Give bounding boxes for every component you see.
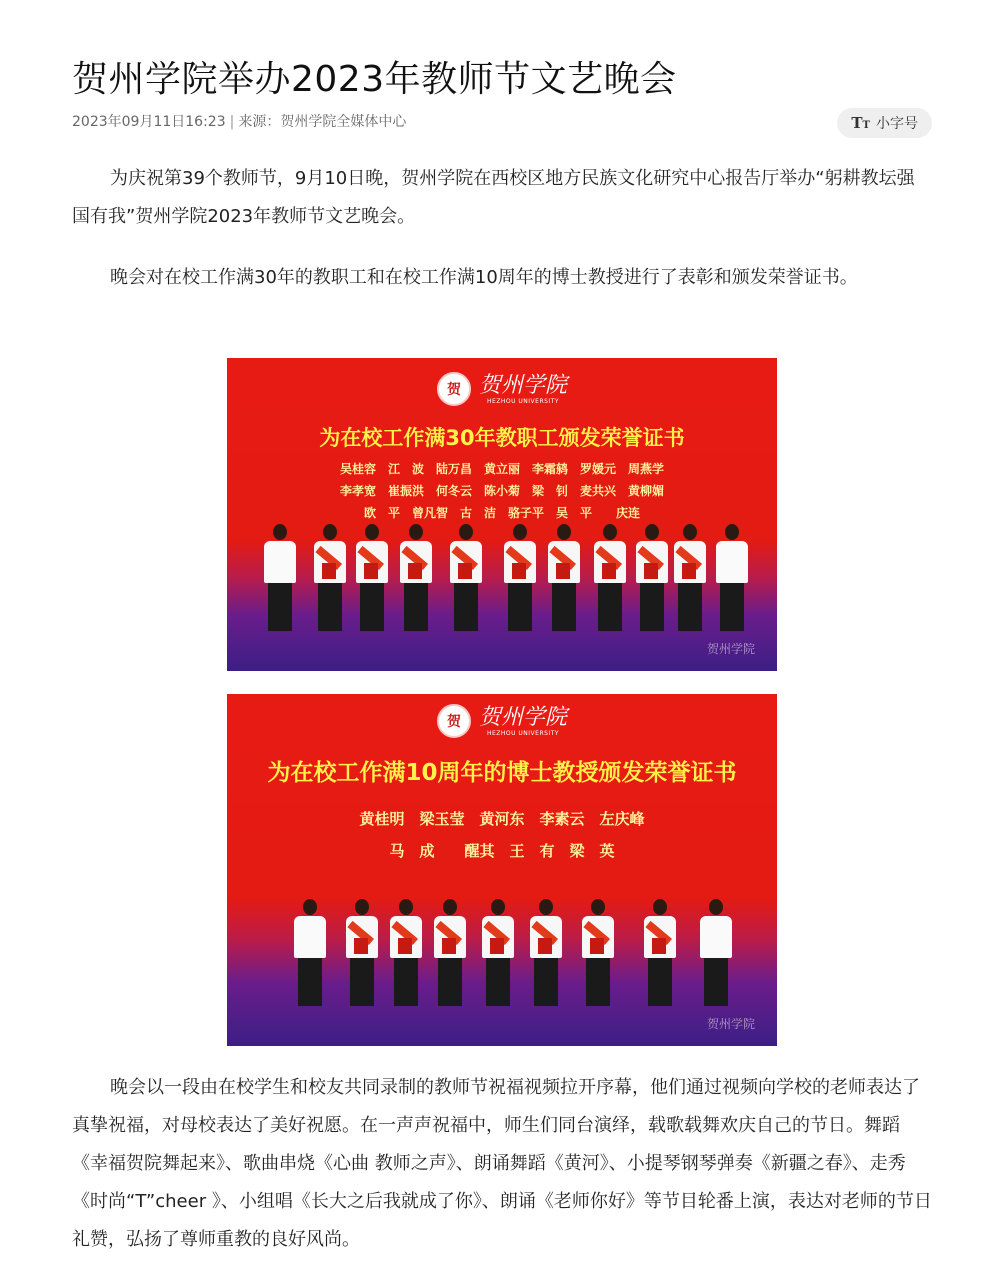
honoree-names-row: 马 成 醒其 王 有 梁 英	[389, 842, 615, 860]
honoree-names-row: 李孝宽 崔振洪 何冬云 陈小菊 梁 钊 麦共兴 黄柳媚	[339, 484, 664, 498]
honoree-names-row: 吴桂容 江 波 陆万昌 黄立丽 李霜鸫 罗媛元 周燕学	[339, 462, 664, 476]
font-size-label: 小字号	[876, 116, 918, 132]
award-photo-10-years	[227, 694, 777, 1046]
font-size-toggle-button[interactable]	[837, 108, 932, 138]
article-title: 贺州学院举办2023年教师节文艺晚会	[72, 59, 677, 101]
person	[449, 524, 483, 631]
person	[345, 899, 379, 1006]
article-meta	[72, 111, 406, 133]
publish-date: 2023年09月11日16:23	[72, 114, 226, 130]
paragraph-awards: 晚会对在校工作满30年的教职工和在校工作满10周年的博士教授进行了表彰和颁发荣誉证书。	[110, 267, 858, 288]
award-photo-30-years	[227, 358, 777, 671]
person	[593, 524, 627, 631]
person	[313, 524, 347, 631]
person	[481, 899, 515, 1006]
university-name-en: HEZHOU UNIVERSITY	[486, 729, 560, 737]
photo-banner: 为在校工作满30年教职工颁发荣誉证书	[319, 426, 685, 450]
person	[355, 524, 389, 631]
person	[529, 899, 563, 1006]
person	[673, 524, 707, 631]
photo-banner: 为在校工作满10周年的博士教授颁发荣誉证书	[267, 760, 737, 786]
person	[263, 524, 297, 631]
photo-watermark: 贺州学院	[706, 642, 755, 656]
university-seal-icon: 贺	[437, 704, 471, 738]
article-source: 来源：贺州学院全媒体中心	[238, 114, 407, 130]
paragraph-performances: 晚会以一段由在校学生和校友共同录制的教师节祝福视频拉开序幕，他们通过视频向学校的老师表达了真挚祝福，对母校表达了美好祝愿。在一声声祝福中，师生们同台演绎，载歌载舞欢庆自己的节日。舞蹈《幸福贺院舞起来》、歌曲串烧《心曲 教师之声》、朗诵舞蹈《黄河》、小提琴钢琴弹奏《新疆之春》、走秀《时尚“T”cheer 》、小组唱《长大之后我就成了你》、朗诵《老师你好》等节目轮番上演，表达对老师的节日礼赞，弘扬了尊师重教的良好风尚。	[72, 1077, 932, 1250]
paragraph-intro: 为庆祝第39个教师节，9月10日晚，贺州学院在西校区地方民族文化研究中心报告厅举办“躬耕教坛强国有我”贺州学院2023年教师节文艺晚会。	[72, 168, 915, 227]
university-seal-icon: 贺	[437, 372, 471, 406]
university-name-en: HEZHOU UNIVERSITY	[486, 397, 560, 405]
stage-group	[227, 358, 777, 671]
person	[581, 899, 615, 1006]
person	[715, 524, 749, 631]
university-name: 贺州学院	[478, 372, 567, 398]
person	[503, 524, 537, 631]
text-size-icon: TT	[851, 114, 870, 132]
meta-separator: |	[229, 114, 235, 130]
university-name: 贺州学院	[478, 704, 567, 730]
person	[699, 899, 733, 1006]
person	[433, 899, 467, 1006]
person	[547, 524, 581, 631]
person	[635, 524, 669, 631]
person	[399, 524, 433, 631]
person	[643, 899, 677, 1006]
person	[293, 899, 327, 1006]
honoree-names-row: 黄桂明 梁玉莹 黄河东 李素云 左庆峰	[359, 810, 645, 828]
stage-group	[227, 694, 777, 1046]
honoree-names-row: 欧 平 曾凡智 古 洁 骆子平 吴 平 庆连	[363, 506, 640, 520]
person	[389, 899, 423, 1006]
photo-watermark: 贺州学院	[706, 1017, 755, 1031]
